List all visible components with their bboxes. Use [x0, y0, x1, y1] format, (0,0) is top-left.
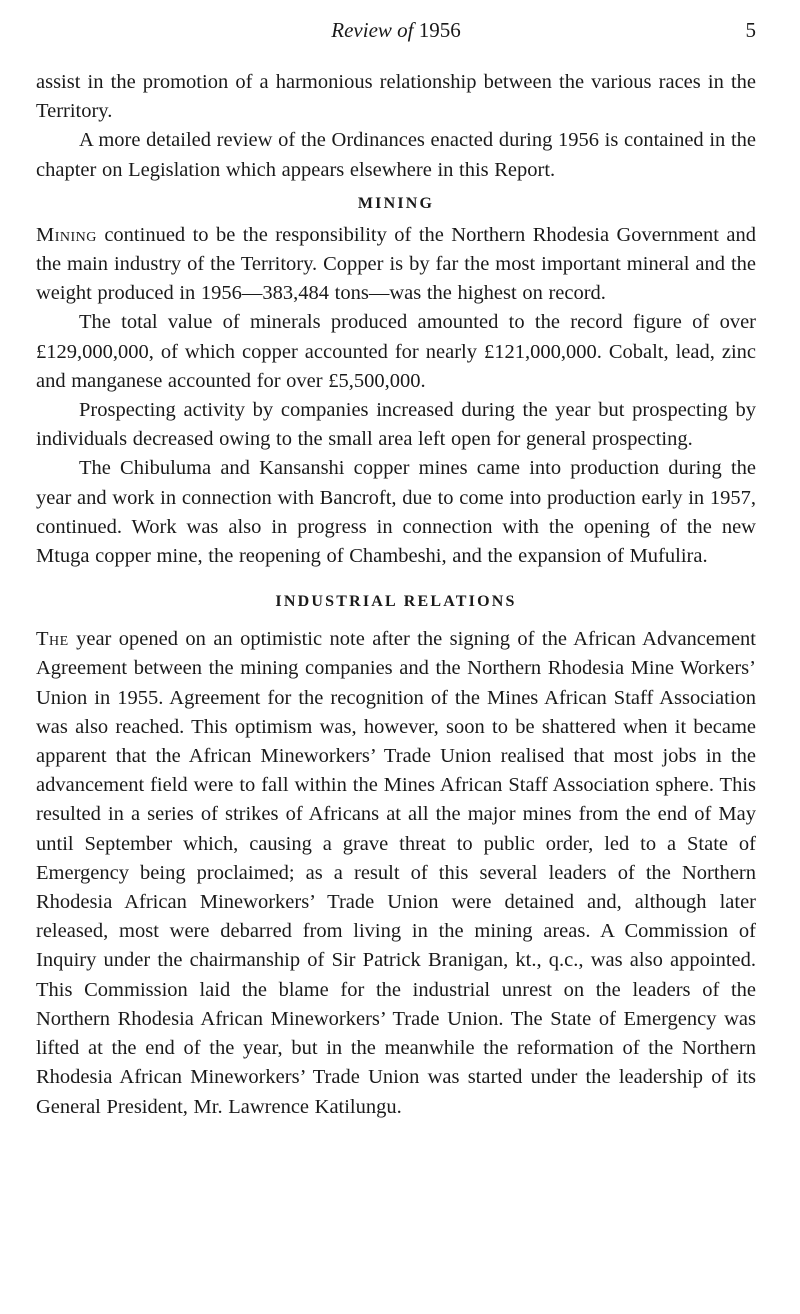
section-heading-mining: MINING	[357, 194, 435, 212]
lead-word: The	[36, 628, 69, 651]
paragraph-mining-3: Prospecting activity by companies increased during the year but prospecting by individuals decreased owing to the small area left open for general prospecting.	[36, 399, 756, 451]
page-body	[36, 68, 756, 1122]
running-title-prefix: Review of	[331, 18, 414, 42]
lead-word: Mining	[36, 223, 97, 246]
paragraph-mining-1-text: continued to be the responsibility of the Northern Rhodesia Government and the main industry of the Territory. Copper is by far the most important mineral and the weight produced in 1956—383,484 tons—was the highest on record.	[36, 223, 756, 305]
page-number: 5	[745, 18, 756, 42]
paragraph-ordinances: A more detailed review of the Ordinances enacted during 1956 is contained in the chapter on Legislation which appears elsewhere in this Report.	[36, 129, 756, 181]
paragraph-continuation: assist in the promotion of a harmonious relationship between the various races in the Territory.	[36, 71, 756, 123]
paragraph-mining-1	[36, 221, 756, 309]
paragraph-mining-4: The Chibuluma and Kansanshi copper mines came into production during the year and work in connection with Bancroft, due to come into production early in 1957, continued. Work was also in progress in connection with the opening of the new Mtuga copper mine, the reopening of Chambeshi, and the expansion of Mufulira.	[36, 457, 756, 568]
running-title-year: 1956	[418, 18, 461, 42]
paragraph-industrial-1	[36, 625, 756, 1121]
running-header	[36, 14, 756, 46]
paragraph-mining-2: The total value of minerals produced amounted to the record figure of over £129,000,000, of which copper accounted for nearly £121,000,000. Cobalt, lead, zinc and manganese accounted for over £5,500,000.	[36, 311, 756, 392]
paragraph-industrial-1-text: year opened on an optimistic note after the signing of the African Advancement Agreement between the mining companies and the Northern Rhodesia Mine Workers’ Union in 1955. Agreement for the recognition of the Mines African Staff Association was also reached. This optimism was, however, soon to be shattered when it became apparent that the African Mineworkers’ Trade Union realised that most jobs in the advancement field were to fall within the Mines African Staff Association sphere. This resulted in a series of strikes of Africans at all the major mines from the end of May until September which, causing a grave threat to public order, led to a State of Emergency being proclaimed; as a result of this several leaders of the Northern Rhodesia African Mineworkers’ Trade Union were detained and, although later released, most were debarred from living in the mining areas. A Commission of Inquiry under the chairmanship of Sir Patrick Branigan, kt., q.c., was also appointed. This Commission laid the blame for the industrial unrest on the leaders of the Northern Rhodesia African Mineworkers’ Trade Union. The State of Emergency was lifted at the end of the year, but in the meanwhile the reformation of the Northern Rhodesia African Mineworkers’ Trade Union was started under the leadership of its General President, Mr. Lawrence Katilungu.	[36, 628, 756, 1118]
section-heading-industrial-relations: INDUSTRIAL RELATIONS	[275, 593, 517, 611]
running-title	[36, 14, 756, 46]
